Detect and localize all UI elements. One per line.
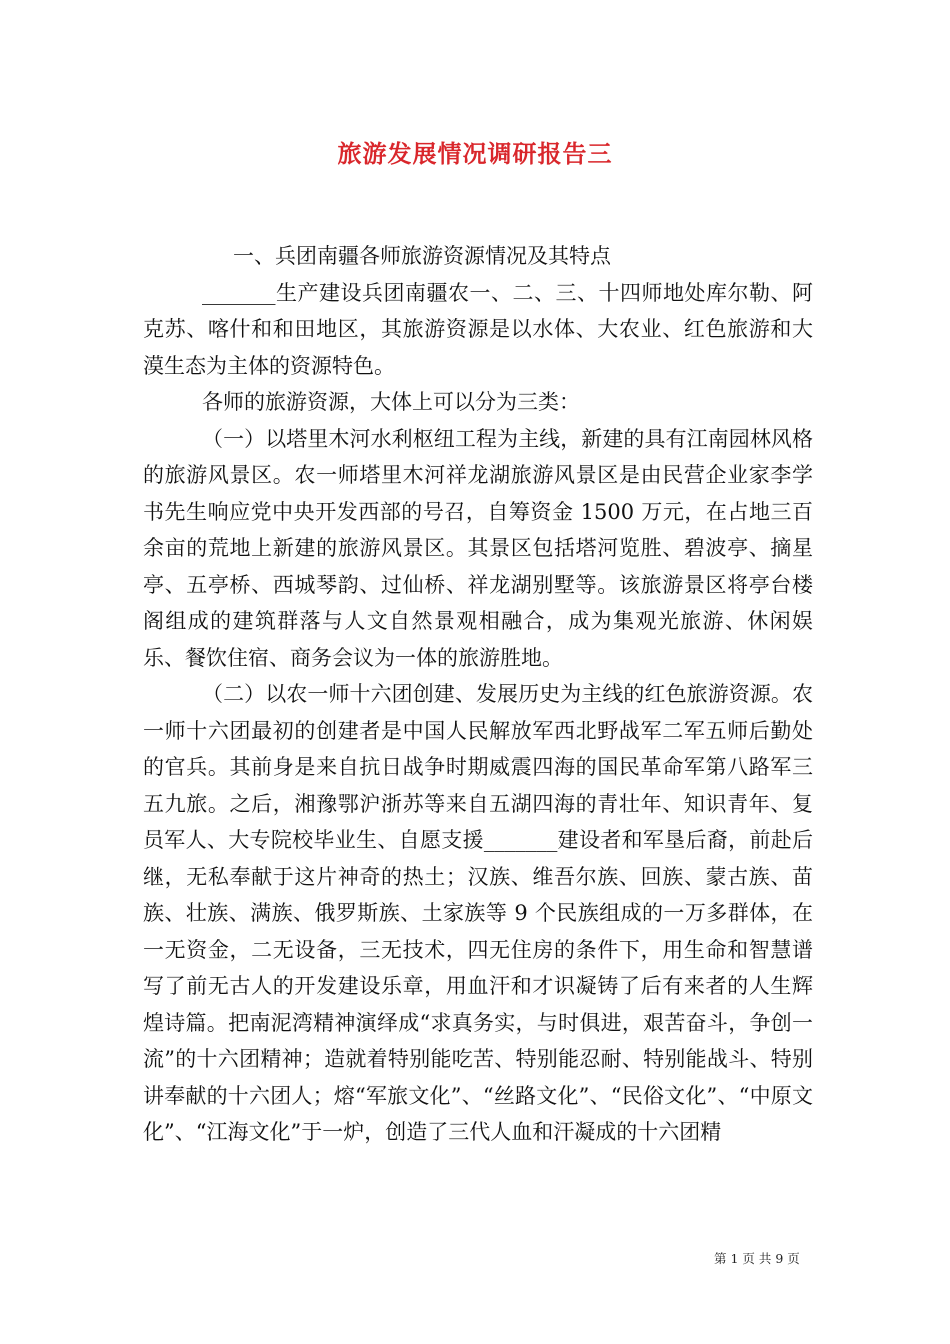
section-heading: 一、兵团南疆各师旅游资源情况及其特点 xyxy=(233,244,611,268)
document-body xyxy=(143,238,813,1151)
paragraph-category-two: （二）以农一师十六团创建、发展历史为主线的红色旅游资源。农一师十六团最初的创建者是中国人民解放军西北野战军二军五师后勤处的官兵。其前身是来自抗日战争时期威震四海的国民革命军第八路军三五九旅。之后，湘豫鄂沪浙苏等来自五湖四海的青壮年、知识青年、复员军人、大专院校毕业生、自愿支援_______建设者和军垦后裔，前赴后继，无私奉献于这片神奇的热土；汉族、维吾尔族、回族、蒙古族、苗族、壮族、满族、俄罗斯族、土家族等 9 个民族组成的一万多群体，在一无资金，二无设备，三无技术，四无住房的条件下，用生命和智慧谱写了前无古人的开发建设乐章，用血汗和才识凝铸了后有来者的人生辉煌诗篇。把南泥湾精神演绎成“求真务实，与时俱进，艰苦奋斗，争创一流”的十六团精神；造就着特别能吃苦、特别能忍耐、特别能战斗、特别讲奉献的十六团人；熔“军旅文化”、“丝路文化”、“民俗文化”、“中原文化”、“江海文化”于一炉，创造了三代人血和汗凝成的十六团精 xyxy=(143,682,813,1144)
document-title: 旅游发展情况调研报告三 xyxy=(337,140,613,168)
paragraph-categories: 各师的旅游资源，大体上可以分为三类： xyxy=(202,390,580,414)
page-number: 第 1 页 共 9 页 xyxy=(714,1251,800,1266)
paragraph-category-one: （一）以塔里木河水利枢纽工程为主线，新建的具有江南园林风格的旅游风景区。农一师塔里木河祥龙湖旅游风景区是由民营企业家李学书先生响应党中央开发西部的号召，自筹资金 1500 万元，在占地三百余亩的荒地上新建的旅游风景区。其景区包括塔河览胜、碧波亭、摘星亭、五亭桥、西城琴韵、过仙桥、祥龙湖别墅等。该旅游景区将亭台楼阁组成的建筑群落与人文自然景观相融合，成为集观光旅游、休闲娱乐、餐饮住宿、商务会议为一体的旅游胜地。 xyxy=(143,426,813,670)
paragraph-intro: _______生产建设兵团南疆农一、二、三、十四师地处库尔勒、阿克苏、喀什和和田地区，其旅游资源是以水体、大农业、红色旅游和大漠生态为主体的资源特色。 xyxy=(143,280,813,378)
